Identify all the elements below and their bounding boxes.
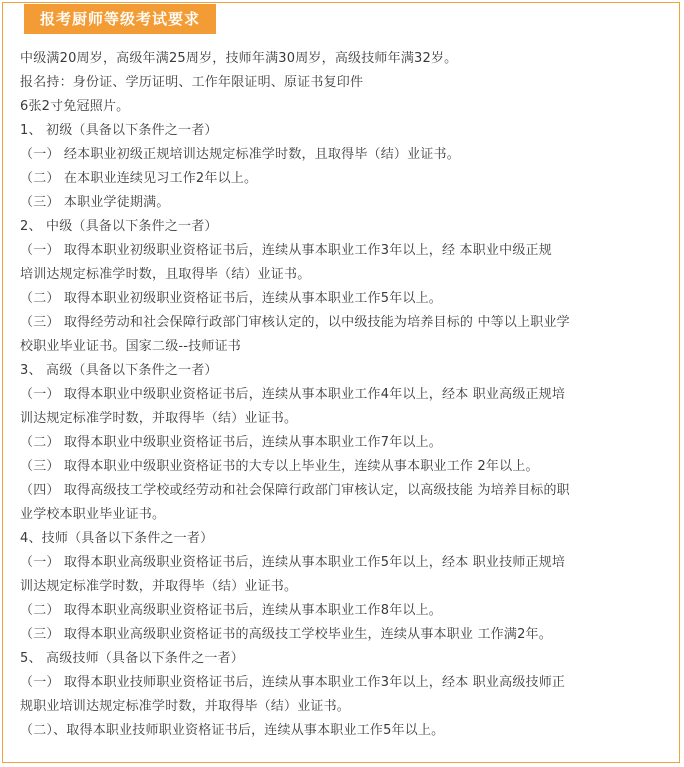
text-line: （二） 取得本职业初级职业资格证书后，连续从事本职业工作5年以上。 [20, 291, 443, 306]
text-line: 培训达规定标准学时数，且取得毕（结）业证书。 [20, 267, 311, 282]
text-line: 训达规定标准学时数，并取得毕（结）业证书。 [20, 579, 298, 594]
text-line: 业学校本职业毕业证书。 [20, 507, 166, 522]
text-line: （一） 取得本职业初级职业资格证书后，连续从事本职业工作3年以上，经 本职业中级正规 [20, 243, 552, 258]
text-line: 5、 高级技师（具备以下条件之一者） [20, 651, 245, 666]
text-line: （一） 经本职业初级正规培训达规定标准学时数，且取得毕（结）业证书。 [20, 147, 460, 162]
text-line: 中级满20周岁，高级年满25周岁，技师年满30周岁，高级技师年满32岁。 [20, 51, 458, 66]
text-line: 1、 初级（具备以下条件之一者） [20, 123, 218, 138]
text-line: （二） 在本职业连续见习工作2年以上。 [20, 171, 258, 186]
text-line: （一） 取得本职业中级职业资格证书后，连续从事本职业工作4年以上，经本 职业高级正规培 [20, 387, 566, 402]
text-line: （一） 取得本职业高级职业资格证书后，连续从事本职业工作5年以上，经本 职业技师正规培 [20, 555, 566, 570]
text-line: 2、 中级（具备以下条件之一者） [20, 219, 218, 234]
text-line: 报名持：身份证、学历证明、工作年限证明、原证书复印件 [20, 75, 364, 90]
text-line: 训达规定标准学时数，并取得毕（结）业证书。 [20, 411, 298, 426]
text-line: 3、 高级（具备以下条件之一者） [20, 363, 218, 378]
text-line: （二） 取得本职业中级职业资格证书后，连续从事本职业工作7年以上。 [20, 435, 443, 450]
text-line: 规职业培训达规定标准学时数，并取得毕（结）业证书。 [20, 699, 351, 714]
text-line: （二）、取得本职业技师职业资格证书后，连续从事本职业工作5年以上。 [20, 723, 445, 738]
text-line: 4、技师（具备以下条件之一者） [20, 531, 214, 546]
text-line: （三） 取得本职业高级职业资格证书的高级技工学校毕业生，连续从事本职业 工作满2年。 [20, 627, 552, 642]
section-title: 报考厨师等级考试要求 [24, 4, 216, 34]
text-line: （三） 取得本职业中级职业资格证书的大专以上毕业生，连续从事本职业工作 2年以上。 [20, 459, 539, 474]
text-line: （四） 取得高级技工学校或经劳动和社会保障行政部门审核认定，以高级技能 为培养目标的职 [20, 483, 570, 498]
requirements-text [20, 47, 668, 743]
text-line: （三） 本职业学徒期满。 [20, 195, 170, 210]
text-line: 校职业毕业证书。国家二级--技师证书 [20, 339, 241, 354]
text-line: （一） 取得本职业技师职业资格证书后，连续从事本职业工作3年以上，经本 职业高级技师正 [20, 675, 566, 690]
text-line: （二） 取得本职业高级职业资格证书后，连续从事本职业工作8年以上。 [20, 603, 443, 618]
text-line: （三） 取得经劳动和社会保障行政部门审核认定的，以中级技能为培养目标的 中等以上职业学 [20, 315, 570, 330]
text-line: 6张2寸免冠照片。 [20, 99, 130, 114]
